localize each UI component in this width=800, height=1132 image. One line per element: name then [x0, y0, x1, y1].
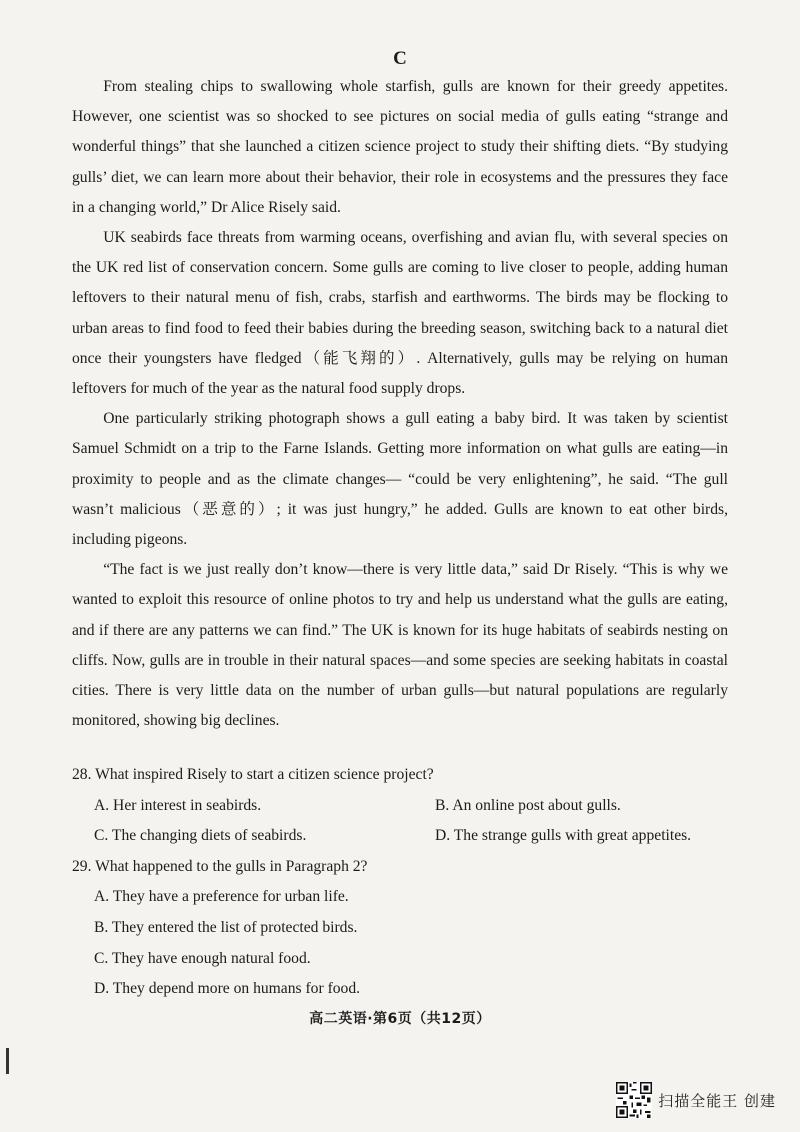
reading-passage [72, 72, 728, 736]
question-29 [72, 852, 732, 1005]
paragraph-3: One particularly striking photograph shows a gull eating a baby bird. It was taken by scientist Samuel Schmidt on a trip to the Farne Islands. Getting more information on what gulls are eating—in proximity to people and as the climate changes— “could be very enlightening”, he said. “The gull wasn’t malicious（恶意的）; it was just hungry,” he added. Gulls are known to eat other birds, including pigeons. [72, 410, 728, 549]
page-footer: 高二英语·第6页（共12页） [309, 1011, 491, 1027]
scan-margin-mark [6, 1048, 9, 1074]
paragraph-1: From stealing chips to swallowing whole starfish, gulls are known for their greedy appetites. However, one scientist was so shocked to see pictures on social media of gulls eating “strange and wonderful things” that she launched a citizen science project to study their shifting diets. “By studying gulls’ diet, we can learn more about their behavior, their role in ecosystems and the pressures they face in a changing world,” Dr Alice Risely said. [72, 78, 728, 216]
question-stem: 28. What inspired Risely to start a citizen science project? [72, 766, 434, 783]
option-c: C. The changing diets of seabirds. [94, 827, 307, 845]
option-b: B. They entered the list of protected birds. [94, 918, 358, 936]
qr-code-icon [616, 1082, 652, 1118]
option-a: A. Her interest in seabirds. [94, 796, 262, 814]
option-d: D. They depend more on humans for food. [94, 980, 361, 998]
option-grid [72, 791, 732, 852]
scanner-watermark [616, 1082, 776, 1118]
option-list [72, 882, 732, 1004]
section-letter: C [393, 48, 407, 69]
paragraph-2: UK seabirds face threats from warming oceans, overfishing and avian flu, with several species on the UK red list of conservation concern. Some gulls are coming to live closer to people, adding human leftovers to their natural menu of fish, crabs, starfish and earthworms. The birds may be flocking to urban areas to find food to feed their babies during the breeding season, switching back to a natural diet once their youngsters have fledged（能飞翔的）. Alternatively, gulls may be relying on human leftovers for much of the year as the natural food supply drops. [72, 229, 728, 398]
option-b: B. An online post about gulls. [435, 796, 621, 814]
question-block [72, 760, 732, 1005]
question-stem: 29. What happened to the gulls in Paragraph 2? [72, 857, 368, 875]
question-28 [72, 760, 732, 852]
option-c: C. They have enough natural food. [94, 949, 311, 967]
scanner-label: 扫描全能王 创建 [658, 1091, 776, 1110]
option-a: A. They have a preference for urban life. [94, 888, 349, 906]
paragraph-4: “The fact is we just really don’t know—there is very little data,” said Dr Risely. “This is why we wanted to exploit this resource of online photos to try and help us understand what the gulls are eating, and if there are any patterns we can find.” The UK is known for its huge habitats of seabirds nesting on cliffs. Now, gulls are in trouble in their natural spaces—and some species are seeking habitats in coastal cities. There is very little data on the number of urban gulls—but natural populations are regularly monitored, showing big declines. [72, 561, 728, 730]
option-d: D. The strange gulls with great appetites. [435, 827, 692, 845]
